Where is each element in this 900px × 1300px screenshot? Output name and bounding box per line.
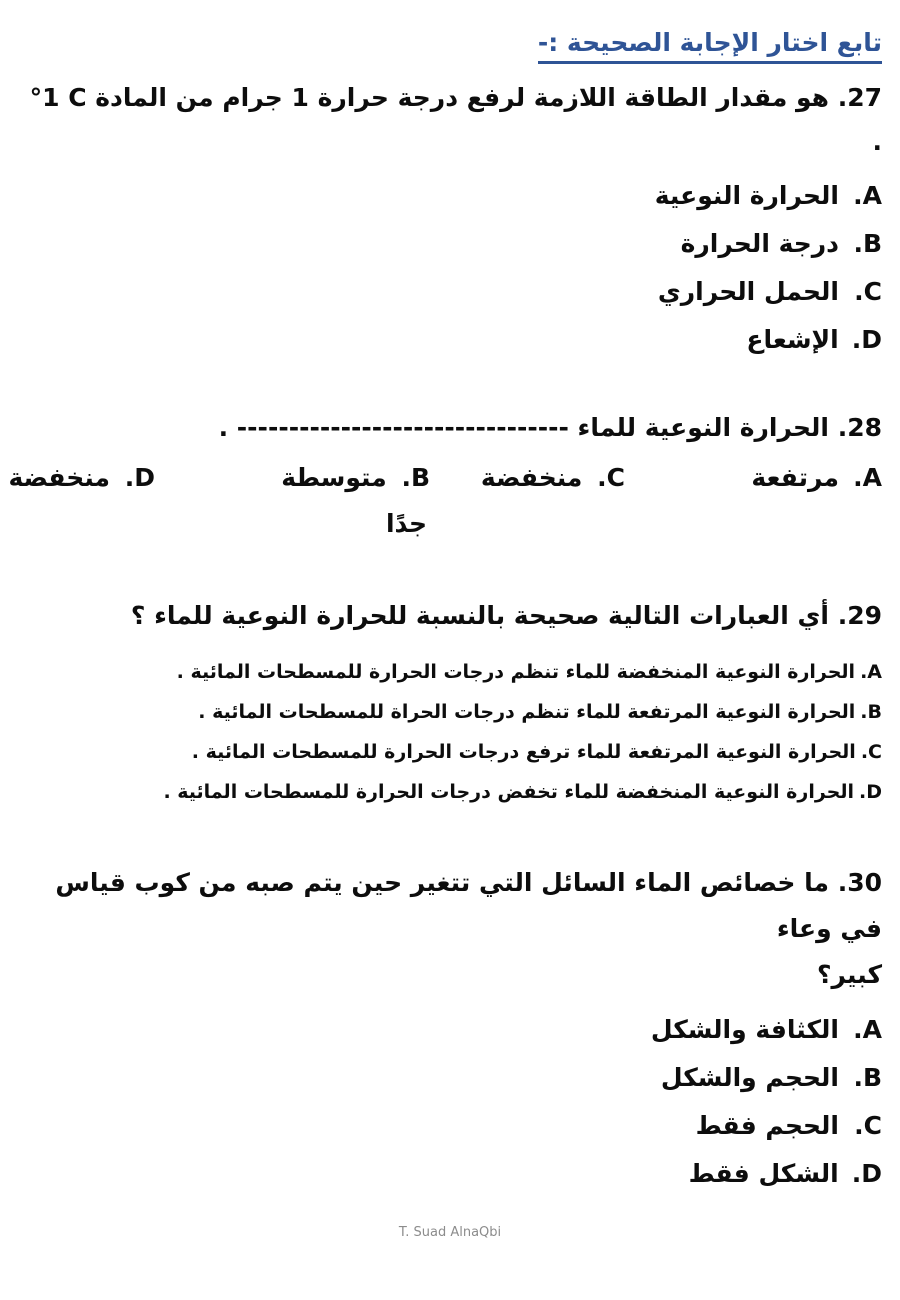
option-letter: A. — [860, 661, 882, 683]
option-letter: C. — [597, 463, 625, 492]
option-letter: D. — [851, 1159, 882, 1188]
option-row — [18, 652, 882, 692]
option-letter: A. — [853, 181, 882, 210]
question-30-options — [18, 1006, 882, 1198]
option-row — [18, 772, 882, 812]
option-text: مرتفعة — [751, 463, 839, 492]
option-row — [18, 1054, 882, 1102]
option-letter: B. — [853, 1063, 882, 1092]
question-27 — [18, 76, 882, 164]
question-27-tail: . — [872, 127, 882, 156]
page-title: تابع اختار الإجابة الصحيحة :- — [538, 28, 882, 64]
option-text: الحرارة النوعية المنخفضة للماء تخفض درجات الحرارة للمسطحات المائية . — [163, 781, 854, 803]
option-letter: C. — [860, 741, 882, 763]
option-text: متوسطة — [281, 463, 387, 492]
question-28-text: 28. الحرارة النوعية للماء -------------------------------- . — [218, 413, 882, 442]
option-letter: C. — [854, 1111, 882, 1140]
option-row — [18, 172, 882, 220]
option-text: الحجم فقط — [695, 1111, 839, 1140]
question-28-options — [8, 460, 882, 560]
option-letter: A. — [853, 463, 882, 492]
question-30-line2: كبير؟ — [816, 960, 882, 989]
option-row — [18, 1150, 882, 1198]
option-row — [281, 460, 430, 496]
question-29-text: 29. أي العبارات التالية صحيحة بالنسبة للحرارة النوعية للماء ؟ — [130, 601, 882, 630]
option-text: الحجم والشكل — [660, 1063, 839, 1092]
option-text: منخفضة — [8, 463, 111, 492]
option-text: الحرارة النوعية المنخفضة للماء تنظم درجات الحرارة للمسطحات المائية . — [176, 661, 856, 683]
option-text: الحرارة النوعية المرتفعة للماء تنظم درجات الحراة للمسطحات المائية . — [198, 701, 856, 723]
option-text: الشكل فقط — [688, 1159, 839, 1188]
option-text: الحرارة النوعية — [654, 181, 839, 210]
question-27-text: 27. هو مقدار الطاقة اللازمة لرفع درجة حرارة 1 جرام من المادة — [95, 83, 882, 112]
option-row — [18, 692, 882, 732]
option-letter: B. — [401, 463, 430, 492]
option-letter: B. — [860, 701, 882, 723]
question-30 — [18, 860, 882, 998]
option-row — [481, 460, 625, 496]
option-letter: D. — [124, 463, 155, 492]
option-letter: D. — [851, 325, 882, 354]
option-letter: A. — [853, 1015, 882, 1044]
footer-credit: T. Suad AlnaQbi — [398, 1225, 502, 1240]
question-29-options — [18, 652, 882, 812]
question-30-line1: 30. ما خصائص الماء السائل التي تتغير حين يتم صبه من كوب قياس في وعاء — [55, 868, 882, 943]
question-27-unit: °1 C — [29, 83, 87, 112]
option-text: الحرارة النوعية المرتفعة للماء ترفع درجات الحرارة للمسطحات المائية . — [191, 741, 856, 763]
option-row — [18, 1102, 882, 1150]
option-letter: C. — [854, 277, 882, 306]
option-letter: B. — [853, 229, 882, 258]
question-28 — [18, 406, 882, 450]
option-letter: D. — [859, 781, 882, 803]
option-row — [9, 460, 155, 496]
option-row — [18, 1006, 882, 1054]
option-row — [751, 460, 882, 496]
option-row — [18, 316, 882, 364]
option-text: الحمل الحراري — [657, 277, 839, 306]
option-text: منخفضة — [480, 463, 583, 492]
question-27-options — [18, 172, 882, 364]
question-29 — [18, 596, 882, 636]
option-text: الإشعاع — [746, 325, 839, 354]
option-row — [18, 220, 882, 268]
title-row — [18, 28, 882, 64]
option-text: الكثافة والشكل — [650, 1015, 839, 1044]
option-row — [18, 268, 882, 316]
option-wrap-word: جدًا — [385, 509, 427, 538]
option-row — [18, 732, 882, 772]
option-text: درجة الحرارة — [680, 229, 839, 258]
